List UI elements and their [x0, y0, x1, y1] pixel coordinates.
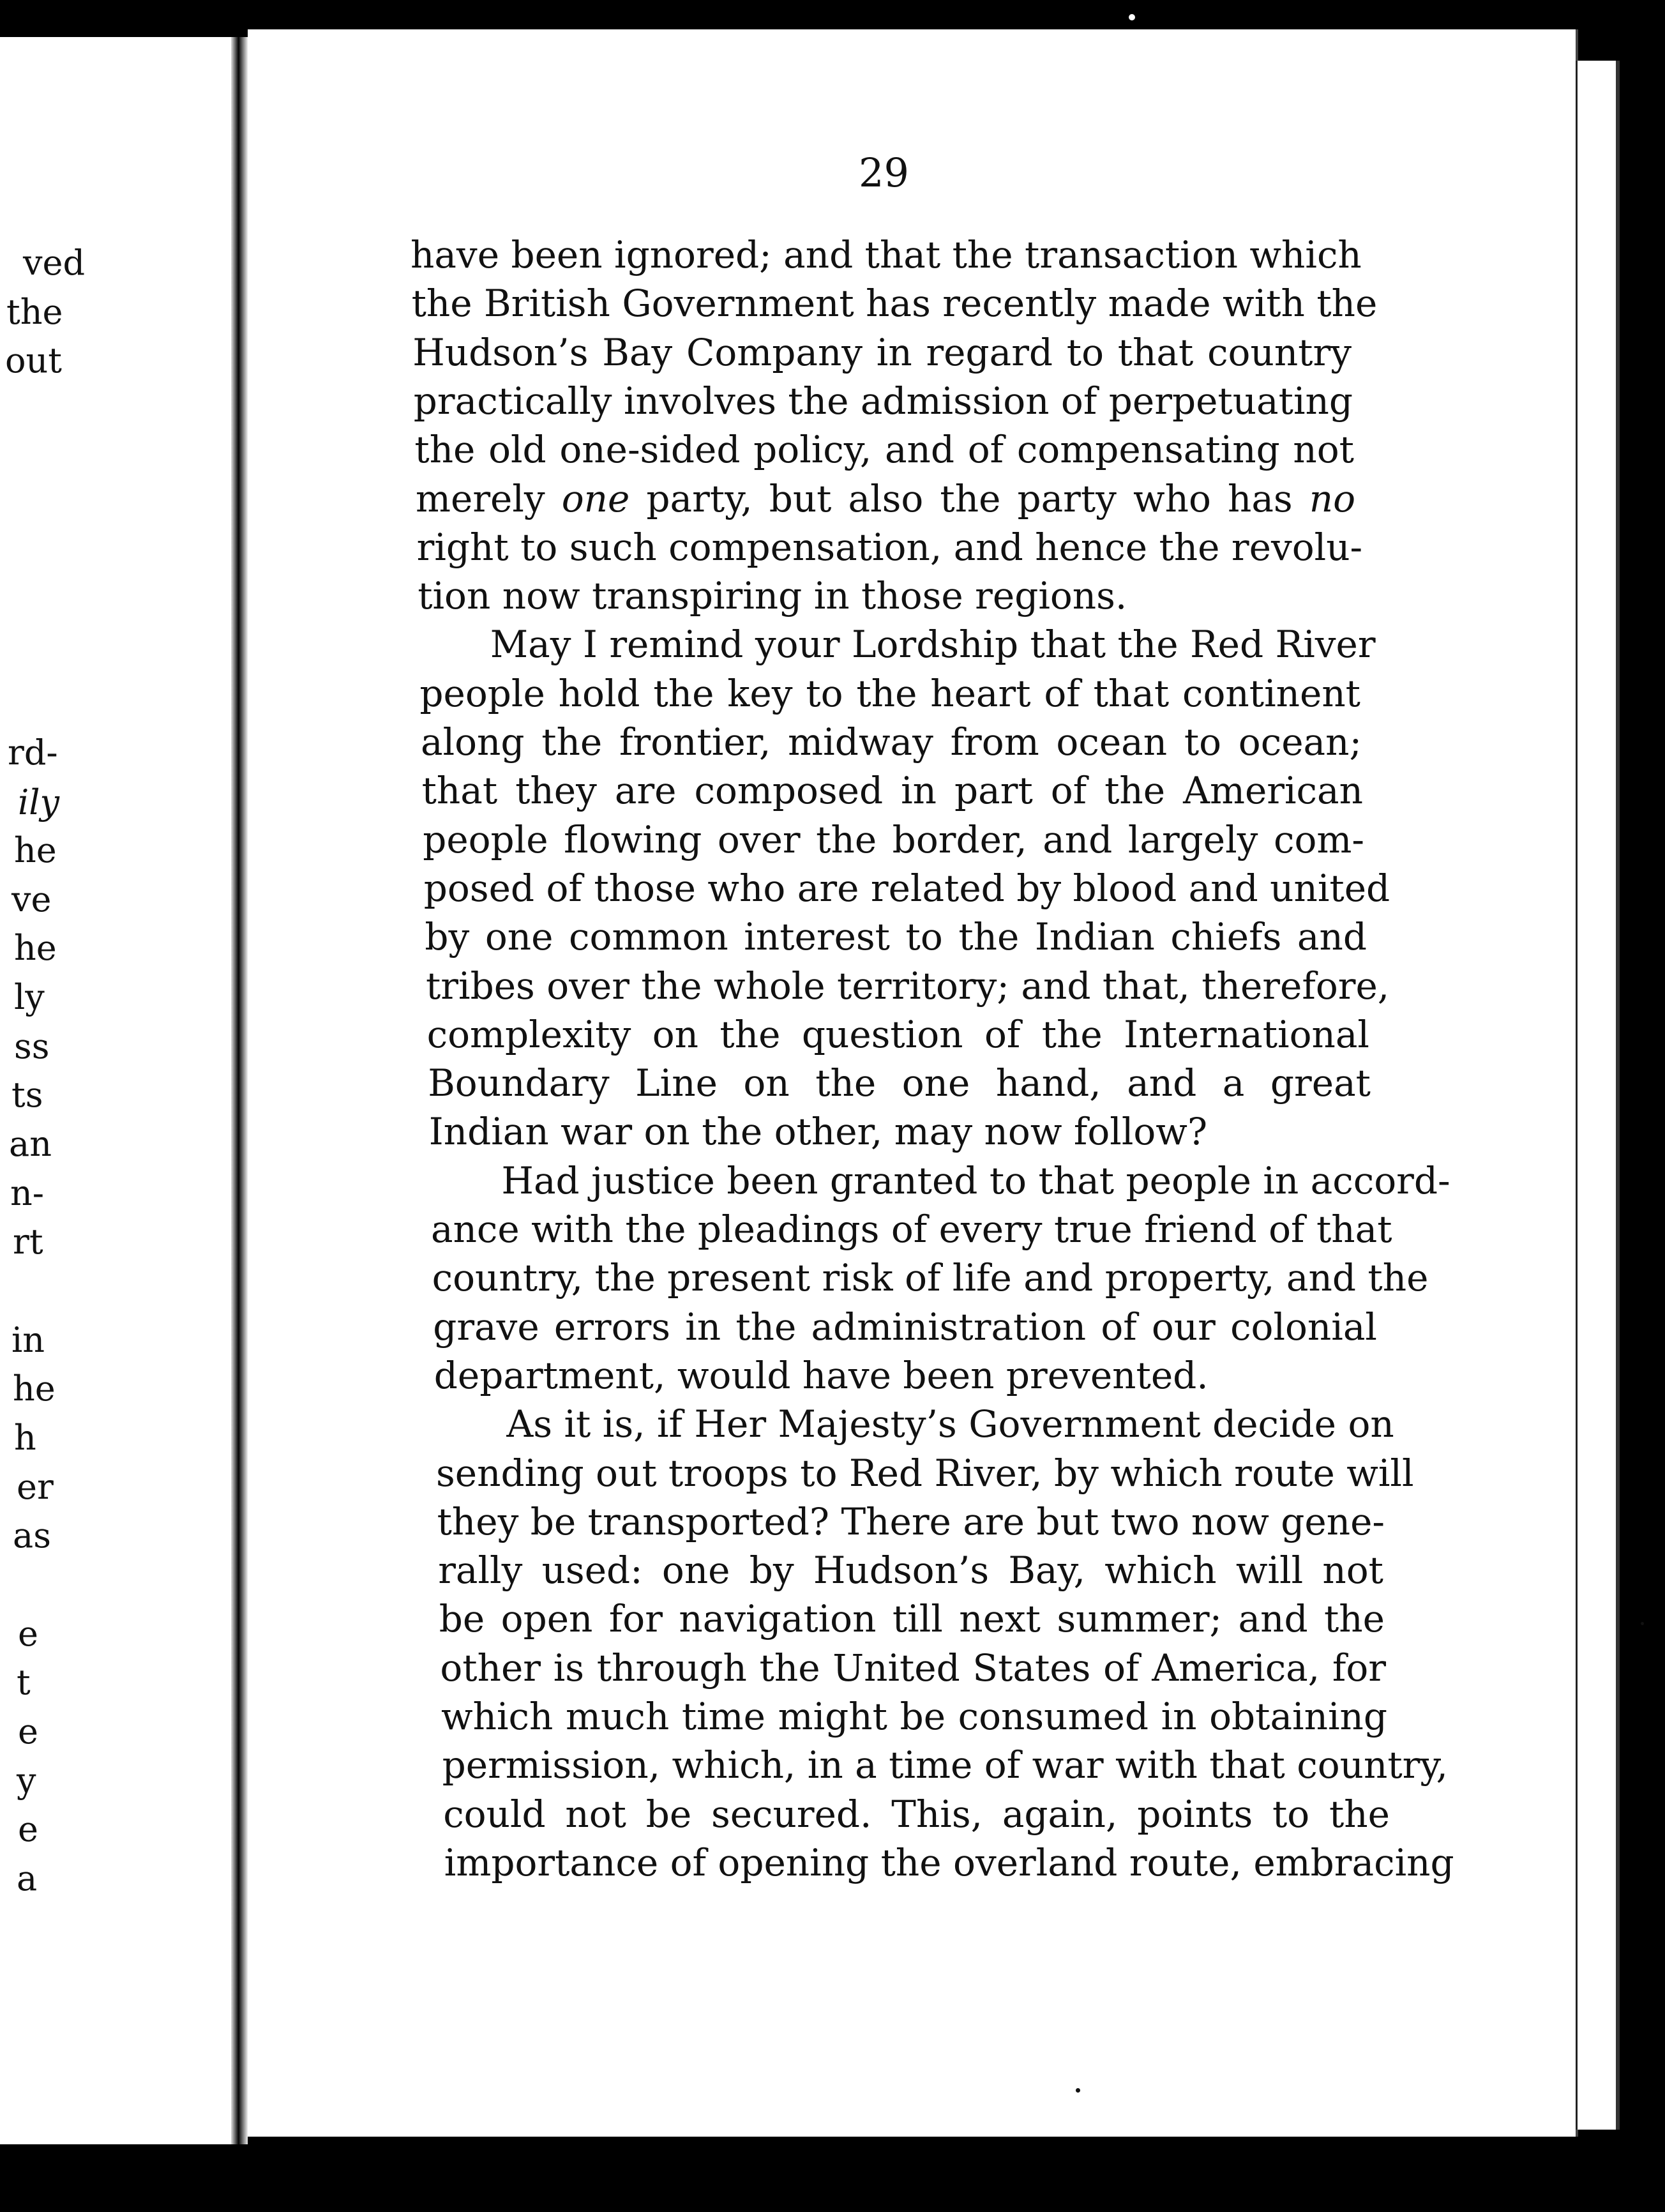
- text-line: along the frontier, midway from ocean to ocean;: [421, 720, 1362, 764]
- left-page-fragment: the: [6, 292, 63, 332]
- text-line: tion now transpiring in those regions.: [418, 574, 1127, 618]
- left-page-fragment: a: [17, 1858, 38, 1898]
- page-number: 29: [859, 149, 909, 196]
- text-line: other is through the United States of America, for: [440, 1646, 1386, 1690]
- text-line: grave errors in the administration of our colonial: [433, 1305, 1377, 1349]
- left-page-fragment: ily: [18, 782, 60, 822]
- left-page-fragment: e: [18, 1614, 38, 1654]
- text-line: As it is, if Her Majesty’s Government decide on: [506, 1402, 1394, 1446]
- text-line: be open for navigation till next summer; and the: [439, 1597, 1385, 1641]
- left-page-fragment: in: [11, 1320, 45, 1360]
- left-page-fragment: e: [18, 1711, 38, 1752]
- text-line: right to such compensation, and hence the revolu-: [416, 525, 1363, 569]
- left-page-fragment: rt: [13, 1222, 43, 1262]
- text-line: country, the present risk of life and property, and the: [432, 1256, 1429, 1300]
- text-line: May I remind your Lordship that the Red River: [490, 623, 1376, 667]
- text-line: posed of those who are related by blood and united: [423, 866, 1390, 910]
- left-page-fragment: ly: [14, 977, 45, 1017]
- text-line: the old one-sided policy, and of compensating not: [414, 428, 1354, 472]
- text-line: that they are composed in part of the American: [421, 769, 1363, 813]
- scan-speck: [1129, 14, 1135, 20]
- left-page-fragment: out: [5, 340, 62, 381]
- text-line: which much time might be consumed in obtaining: [441, 1695, 1387, 1738]
- text-segment: party, but also the party who has: [629, 476, 1309, 520]
- left-page-fragment: er: [17, 1467, 54, 1507]
- text-line: department, would have been prevented.: [433, 1353, 1209, 1397]
- left-page-fragment: he: [14, 928, 57, 968]
- text-line: permission, which, in a time of war with that country,: [442, 1743, 1448, 1787]
- text-segment: merely: [416, 476, 562, 520]
- scan-speck: [1076, 2088, 1080, 2093]
- left-page-fragment: n-: [10, 1173, 45, 1213]
- page-edge: [1576, 61, 1620, 2130]
- left-page-fragment: rd-: [8, 732, 58, 773]
- text-line: have been ignored; and that the transaction which: [411, 233, 1362, 276]
- text-line: could not be secured. This, again, points to the: [443, 1792, 1390, 1836]
- left-page-fragment: t: [17, 1662, 31, 1702]
- left-page-fragment: ve: [11, 879, 52, 920]
- text-line: sending out troops to Red River, by which route will: [436, 1451, 1414, 1495]
- text-line: by one common interest to the Indian chiefs and: [425, 915, 1367, 959]
- text-line: complexity on the question of the International: [426, 1012, 1369, 1056]
- scan-speck: [1641, 1622, 1644, 1625]
- left-page-fragment: ts: [11, 1075, 43, 1115]
- text-line: the British Government has recently made with the: [411, 282, 1378, 326]
- text-line: importance of opening the overland route, embracing: [444, 1840, 1454, 1884]
- left-page-fragment: he: [13, 1368, 56, 1409]
- left-page-fragment: ss: [14, 1026, 50, 1066]
- left-page-fragment: he: [14, 830, 57, 870]
- left-page-fragment: h: [14, 1418, 36, 1458]
- text-line: people flowing over the border, and largely com-: [423, 817, 1364, 861]
- left-page-fragment: an: [9, 1124, 52, 1164]
- text-line: Boundary Line on the one hand, and a great: [428, 1061, 1371, 1105]
- text-line: people hold the key to the heart of that continent: [419, 671, 1360, 715]
- text-line: Hudson’s Bay Company in regard to that country: [412, 330, 1352, 374]
- text-line: Had justice been granted to that people in accord-: [501, 1158, 1450, 1202]
- book-gutter: [231, 37, 248, 2144]
- text-line: they be transported? There are but two now gene-: [437, 1499, 1385, 1543]
- text-line: practically involves the admission of perpetuating: [413, 379, 1353, 423]
- text-line: [416, 476, 1356, 520]
- left-page-fragment: e: [18, 1809, 38, 1849]
- text-line: ance with the pleadings of every true friend of that: [431, 1208, 1392, 1251]
- left-page-fragment: y: [17, 1761, 36, 1801]
- italic-word: no: [1309, 476, 1356, 520]
- text-line: tribes over the whole territory; and that, therefore,: [426, 964, 1390, 1008]
- text-line: rally used: one by Hudson’s Bay, which will not: [438, 1549, 1383, 1593]
- italic-word: one: [561, 476, 630, 520]
- left-page-fragment: as: [13, 1515, 51, 1556]
- left-page-fragment: ved: [23, 243, 86, 283]
- text-line: Indian war on the other, may now follow?: [428, 1110, 1208, 1154]
